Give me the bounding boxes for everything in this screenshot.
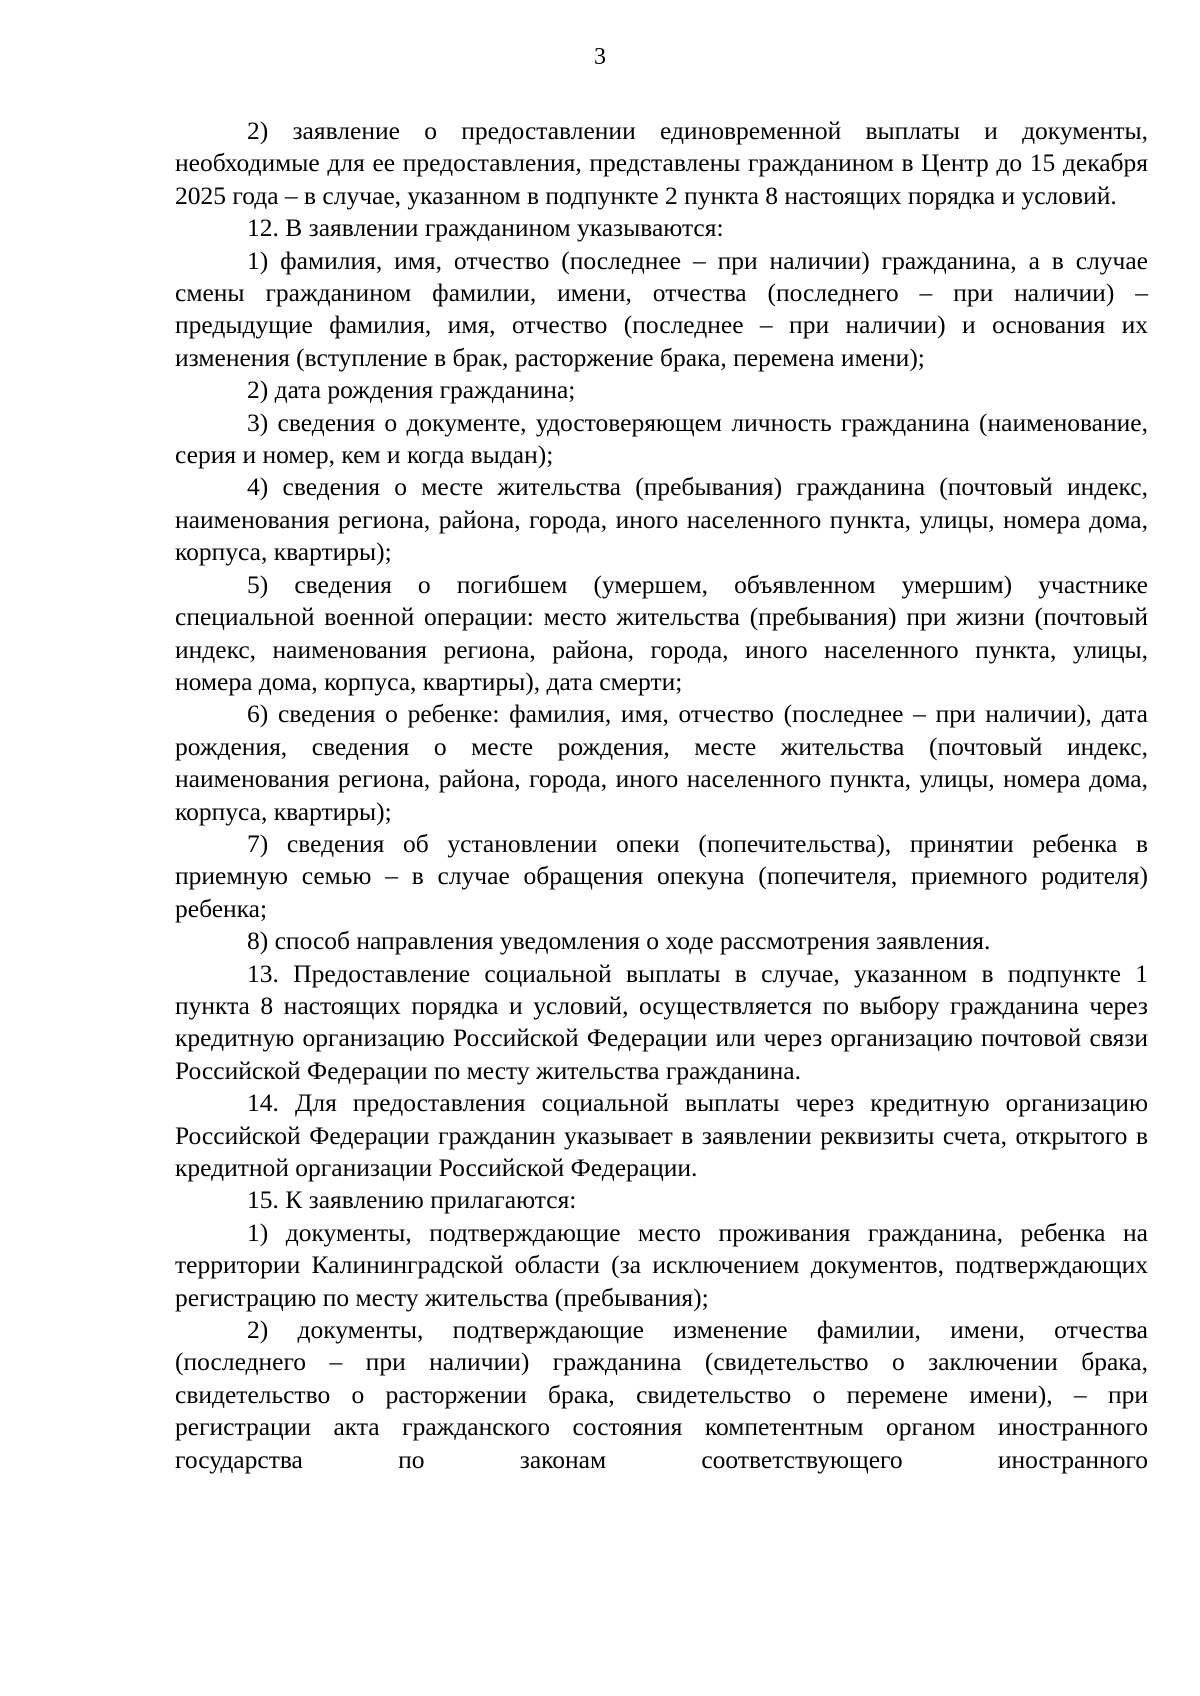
paragraph-12-6-child-info: 6) сведения о ребенке: фамилия, имя, отчество (последнее – при наличии), дата рождения, сведения о месте рождения, месте жительства (почтовый индекс, наименования региона, района, города, иного населенного пункта, улицы, номера дома, корпуса, квартиры); (175, 699, 1148, 826)
paragraph-2-application-deadline: 2) заявление о предоставлении единовременной выплаты и документы, необходимые для ее предоставления, представлены гражданином в Центр до 15 декабря 2025 года – в случае, указанном в подпункте 2 пункта 8 настоящих порядка и условий. (175, 116, 1148, 210)
paragraph-12-1-full-name: 1) фамилия, имя, отчество (последнее – при наличии) гражданина, а в случае смены гражданином фамилии, имени, отчества (последнего – при наличии) – предыдущие фамилия, имя, отчество (последнее – при наличии) и основания их изменения (вступление в брак, расторжение брака, перемена имени); (175, 245, 1148, 372)
paragraph-12-4-residence: 4) сведения о месте жительства (пребывания) гражданина (почтовый индекс, наименования региона, района, города, иного населенного пункта, улицы, номера дома, корпуса, квартиры); (175, 472, 1148, 567)
paragraph-12-8-notification-method: 8) способ направления уведомления о ходе рассмотрения заявления. (247, 926, 991, 956)
paragraph-15-2-name-change-documents: 2) документы, подтверждающие изменение фамилии, имени, отчества (последнего – при наличии) гражданина (свидетельство о заключении брака, свидетельство о расторжении брака, свидетельство о перемене имени), – при регистрации акта гражданского состояния компетентным органом иностранного государства по законам соответствующего иностранного (175, 1315, 1148, 1474)
paragraph-13-payment-method: 13. Предоставление социальной выплаты в случае, указанном в подпункте 1 пункта 8 настоящих порядка и условий, осуществляется по выбору гражданина через кредитную организацию Российской Федерации или через организацию почтовой связи Российской Федерации по месту жительства гражданина. (175, 958, 1148, 1085)
paragraph-12-2-birth-date: 2) дата рождения гражданина; (247, 375, 576, 405)
paragraph-12-7-guardianship: 7) сведения об установлении опеки (попечительства), принятии ребенка в приемную семью – в случае обращения опекуна (попечителя, приемного родителя) ребенка; (175, 828, 1148, 923)
paragraph-14-bank-details: 14. Для предоставления социальной выплаты через кредитную организацию Российской Федерации гражданин указывает в заявлении реквизиты счета, открытого в кредитной организации Российской Федерации. (175, 1088, 1148, 1182)
paragraph-15-heading: 15. К заявлению прилагаются: (247, 1185, 577, 1215)
paragraph-12-heading: 12. В заявлении гражданином указываются: (247, 213, 724, 243)
document-body (175, 115, 1148, 1476)
paragraph-12-3-identity-document: 3) сведения о документе, удостоверяющем личность гражданина (наименование, серия и номер, кем и когда выдан); (175, 407, 1148, 470)
paragraph-12-5-deceased-participant: 5) сведения о погибшем (умершем, объявленном умершим) участнике специальной военной операции: место жительства (пребывания) при жизни (почтовый индекс, наименования региона, района, города, иного населенного пункта, улицы, номера дома, корпуса, квартиры), дата смерти; (175, 569, 1148, 696)
paragraph-15-1-residence-documents: 1) документы, подтверждающие место проживания гражданина, ребенка на территории Калининградской области (за исключением документов, подтверждающих регистрацию по месту жительства (пребывания); (175, 1217, 1148, 1312)
page-number: 3 (594, 44, 606, 70)
